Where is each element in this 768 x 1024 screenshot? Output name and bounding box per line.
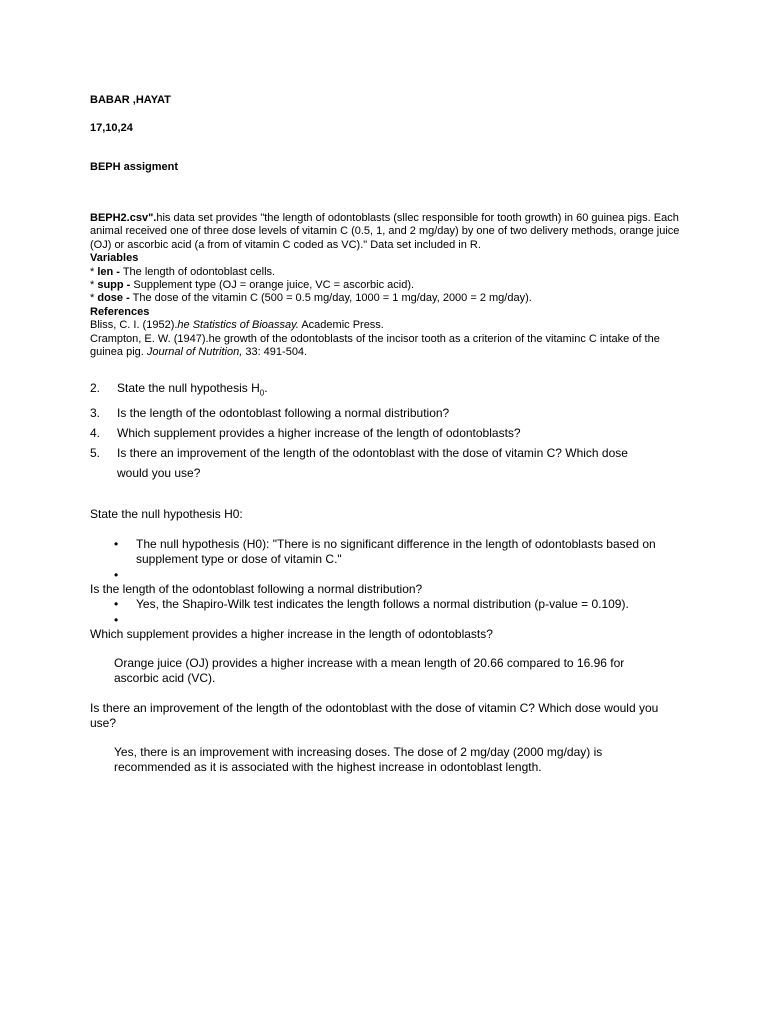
reference-text: Academic Press. xyxy=(298,319,384,332)
variable-item xyxy=(90,292,690,305)
question-item xyxy=(90,443,677,483)
question-number: 3. xyxy=(90,406,101,421)
question-item xyxy=(90,378,677,403)
reference-title: he Statistics of Bioassay. xyxy=(177,319,299,332)
question-text: Is there an improvement of the length of the odontoblast with the dose of vitamin C? Which dose would you use? xyxy=(117,446,628,481)
references-heading: References xyxy=(90,305,150,318)
answer-1-text: The null hypothesis (H0): "There is no significant difference in the length of odontoblasts based on supplement type or dose of vitamin C." xyxy=(136,537,656,566)
author-name: BABAR ,HAYAT xyxy=(90,94,171,106)
bullet-icon: • xyxy=(114,613,119,627)
dataset-description xyxy=(90,212,690,252)
answer-2-text: Yes, the Shapiro-Wilk test indicates the length follows a normal distribution (p-value = 0.109). xyxy=(136,597,629,611)
variable-prefix: * xyxy=(90,292,98,305)
variable-name: supp - xyxy=(97,279,131,292)
reference-item xyxy=(90,333,690,360)
question-text: Which supplement provides a higher increase of the length of odontoblasts? xyxy=(117,426,521,441)
question-text: Is the length of the odontoblast following a normal distribution? xyxy=(117,406,450,421)
bullet-icon: • xyxy=(114,597,119,611)
bullet-icon: • xyxy=(114,568,119,582)
answer-3-text: Orange juice (OJ) provides a higher increase with a mean length of 20.66 compared to 16.96 for ascorbic acid (VC). xyxy=(114,656,625,685)
question-number: 4. xyxy=(90,426,101,441)
question-list xyxy=(90,378,677,483)
answer-2-bullet xyxy=(114,597,674,613)
question-text-end: . xyxy=(264,381,268,395)
answer-2-heading: Is the length of the odontoblast following a normal distribution? xyxy=(90,582,423,596)
variable-desc: Supplement type (OJ = orange juice, VC = ascorbic acid). xyxy=(130,279,415,292)
dataset-name: BEPH2.csv". xyxy=(90,212,157,224)
variable-name: len - xyxy=(97,265,120,278)
variable-desc: The dose of the vitamin C (500 = 0.5 mg/day, 1000 = 1 mg/day, 2000 = 2 mg/day). xyxy=(129,292,532,305)
empty-bullet xyxy=(114,613,134,627)
reference-item xyxy=(90,319,690,332)
date: 17,10,24 xyxy=(90,122,133,134)
answer-1-heading: State the null hypothesis H0: xyxy=(90,507,243,521)
variable-prefix: * xyxy=(90,279,98,292)
question-number: 5. xyxy=(90,446,101,461)
reference-text: Bliss, C. I. (1952). xyxy=(90,319,178,332)
variable-item xyxy=(90,279,690,292)
answer-1-bullet xyxy=(114,537,674,569)
answer-4-heading: Is there an improvement of the length of the odontoblast with the dose of vitamin C? Which dose would you use? xyxy=(90,701,659,730)
question-text xyxy=(117,378,677,403)
variable-name: dose - xyxy=(97,292,130,305)
answer-4-text: Yes, there is an improvement with increasing doses. The dose of 2 mg/day (2000 mg/day) is recommended as it is associated with the highest increase in odontoblast length. xyxy=(114,745,603,774)
answer-3-heading: Which supplement provides a higher increase in the length of odontoblasts? xyxy=(90,627,493,641)
question-item xyxy=(90,403,677,423)
question-item xyxy=(90,423,677,443)
assignment-title: BEPH assigment xyxy=(90,161,179,173)
variable-item xyxy=(90,266,690,279)
reference-text: Crampton, E. W. (1947).he growth of the odontoblasts of the incisor tooth as a criterion of the vitaminc C intake of the guinea pig. xyxy=(90,332,660,359)
description-text: his data set provides "the length of odontoblasts (sllec responsible for tooth growth) in 60 guinea pigs. Each animal received one of three dose levels of vitamin C (0.5, 1, and 2 mg/day) by one of two delivery methods, orange juice (OJ) or ascorbic acid (a from of vitamin C coded as VC)." Data set included in R. xyxy=(90,212,680,251)
bullet-icon: • xyxy=(114,537,119,551)
reference-journal: Journal of Nutrition, xyxy=(146,346,243,359)
question-number: 2. xyxy=(90,381,101,395)
question-text-main: State the null hypothesis H xyxy=(117,381,260,395)
variable-desc: The length of odontoblast cells. xyxy=(119,265,276,278)
dataset-intro xyxy=(90,212,690,359)
empty-bullet xyxy=(114,568,134,582)
reference-text: 33: 491-504. xyxy=(242,346,308,359)
question-subscript: 0 xyxy=(259,388,265,398)
variables-heading: Variables xyxy=(90,252,139,265)
variable-prefix: * xyxy=(90,265,98,278)
